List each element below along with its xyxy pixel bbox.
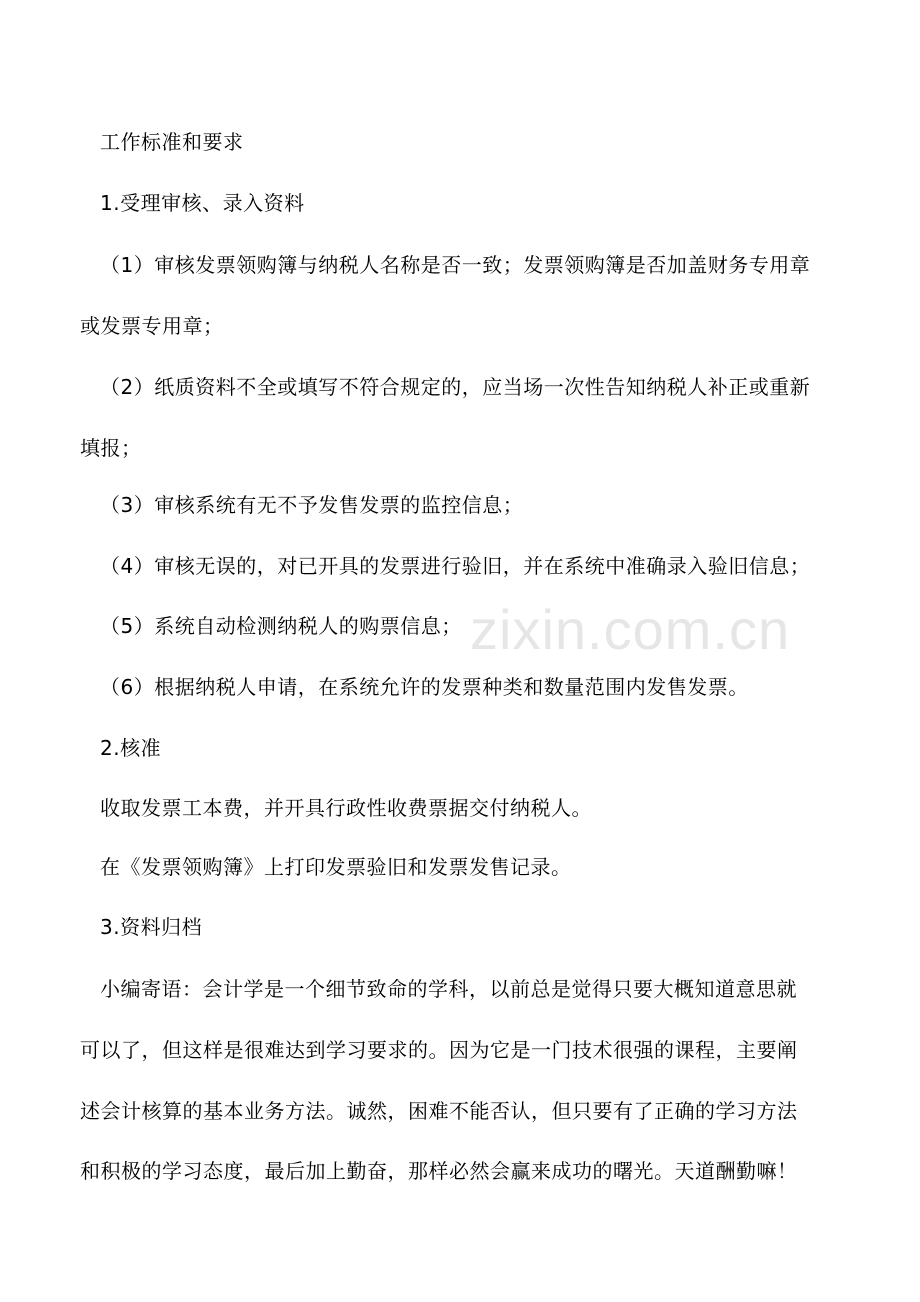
- subsection-heading: 2.核准: [100, 736, 162, 760]
- paragraph-line: 收取发票工本费，并开具行政性收费票据交付纳税人。: [100, 796, 592, 820]
- paragraph-line: （1）审核发票领购簿与纳税人名称是否一致；发票领购簿是否加盖财务专用章: [100, 253, 811, 277]
- paragraph-line: 和积极的学习态度，最后加上勤奋，那样必然会赢来成功的曙光。天道酬勤嘛！: [80, 1159, 798, 1183]
- subsection-heading: 1.受理审核、录入资料: [100, 191, 305, 215]
- paragraph-line: （4）审核无误的，对已开具的发票进行验旧，并在系统中准确录入验旧信息；: [100, 554, 811, 578]
- paragraph-line: （6）根据纳税人申请，在系统允许的发票种类和数量范围内发售发票。: [100, 675, 749, 699]
- paragraph-line: 或发票专用章；: [80, 314, 224, 338]
- paragraph-line: 在《发票领购簿》上打印发票验旧和发票发售记录。: [100, 855, 572, 879]
- paragraph-line: （5）系统自动检测纳税人的购票信息；: [100, 614, 462, 638]
- paragraph-line: 填报；: [80, 436, 142, 460]
- section-heading: 工作标准和要求: [100, 130, 244, 154]
- paragraph-line: 述会计核算的基本业务方法。诚然，困难不能否认，但只要有了正确的学习方法: [80, 1099, 798, 1123]
- paragraph-line: 可以了，但这样是很难达到学习要求的。因为它是一门技术很强的课程，主要阐: [80, 1038, 798, 1062]
- subsection-heading: 3.资料归档: [100, 915, 203, 939]
- paragraph-line: （3）审核系统有无不予发售发票的监控信息；: [100, 493, 524, 517]
- watermark: zixin.com.cn: [470, 598, 791, 661]
- paragraph-line: 小编寄语：会计学是一个细节致命的学科，以前总是觉得只要大概知道意思就: [100, 977, 797, 1001]
- paragraph-line: （2）纸质资料不全或填写不符合规定的，应当场一次性告知纳税人补正或重新: [100, 375, 811, 399]
